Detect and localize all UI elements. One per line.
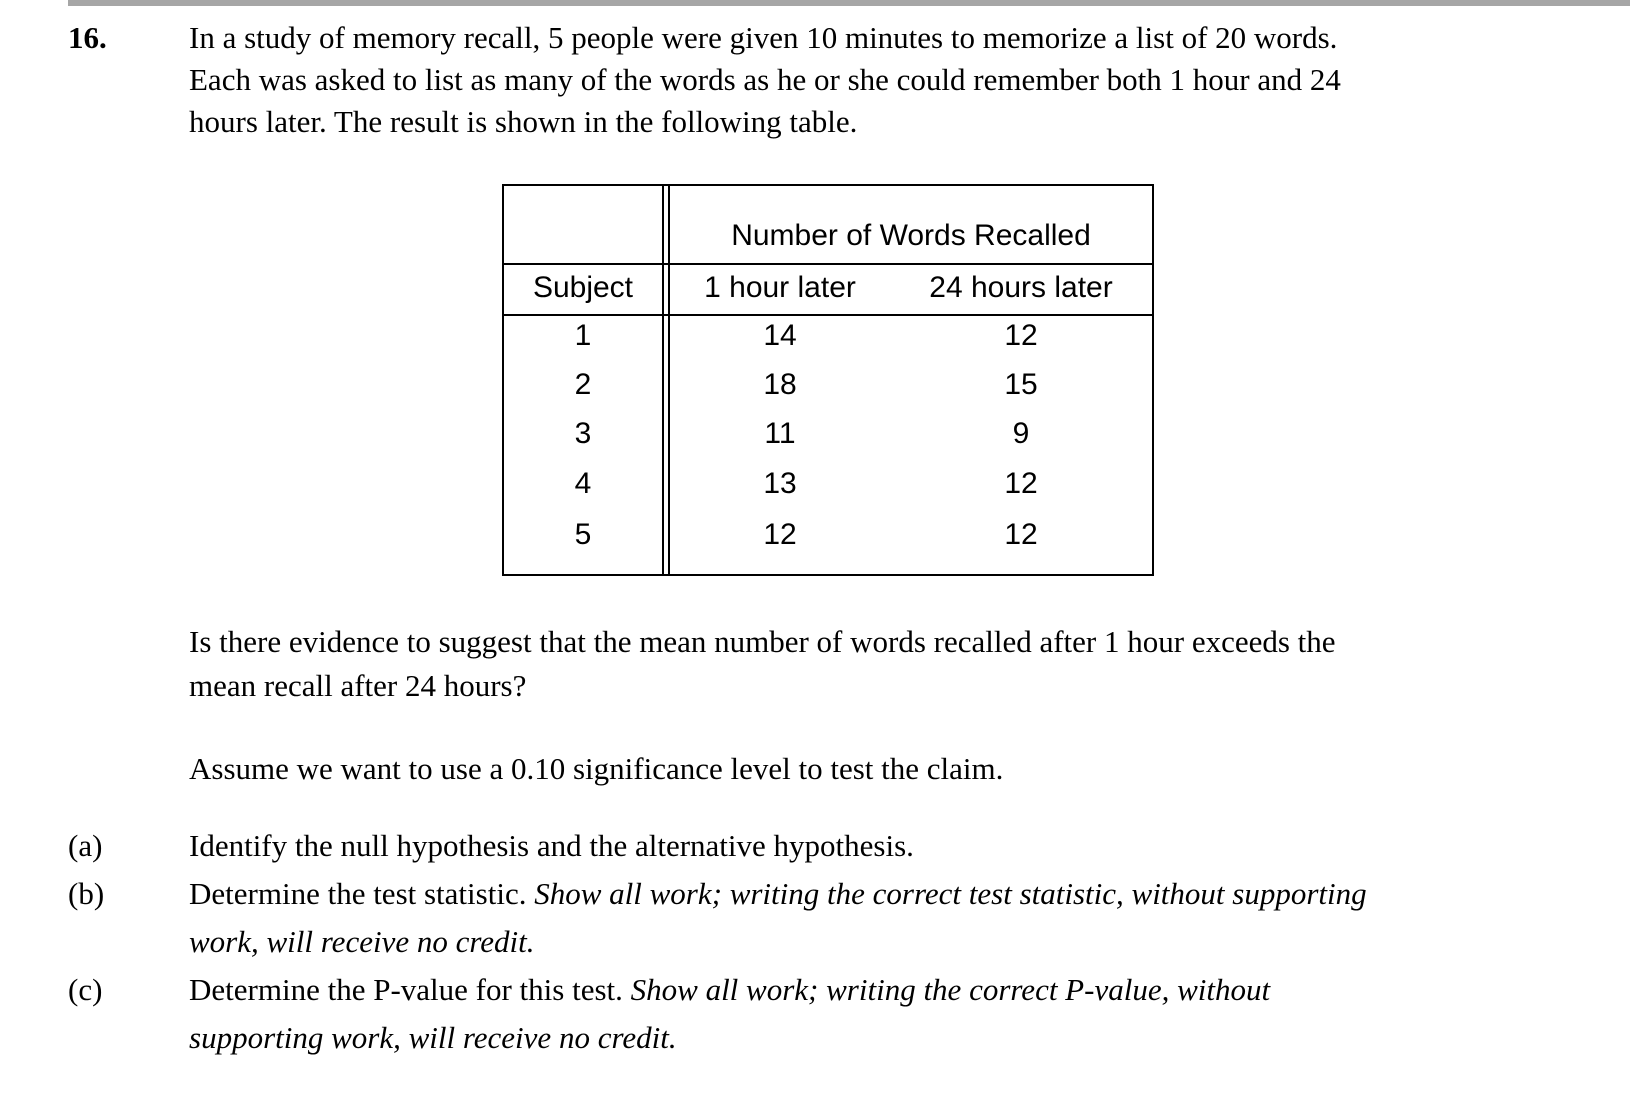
column-header-24-hours: 24 hours later (929, 271, 1113, 304)
table-cell: 18 (763, 368, 797, 401)
part-c-note-continued: supporting work, will receive no credit. (189, 1020, 677, 1055)
intro-line: hours later. The result is shown in the following table. (189, 104, 858, 139)
part-c-label: (c) (68, 972, 103, 1007)
part-b-instruction: Determine the test statistic. (189, 876, 535, 911)
table-cell: 11 (764, 417, 796, 450)
part-a-instruction: Identify the null hypothesis and the alternative hypothesis. (189, 828, 914, 863)
table-cell: 3 (574, 417, 592, 450)
intro-line: Each was asked to list as many of the words as he or she could remember both 1 hour and 24 (189, 62, 1341, 97)
table-cell: 12 (763, 518, 797, 551)
table-cell: 5 (574, 518, 592, 551)
question-intro (189, 17, 1609, 143)
part-c-note: Show all work; writing the correct P-value, without (630, 972, 1271, 1007)
part-c-text (189, 966, 1609, 1062)
table-cell: 12 (1004, 467, 1038, 500)
part-b-text (189, 870, 1609, 966)
table-cell: 9 (1012, 417, 1030, 450)
column-header-subject: Subject (532, 271, 634, 304)
top-divider (68, 0, 1630, 6)
question-prompt (189, 620, 1336, 708)
prompt-line: mean recall after 24 hours? (189, 668, 527, 703)
table-group-header: Number of Words Recalled (731, 219, 1091, 252)
question-number: 16. (68, 20, 107, 55)
table-cell: 2 (574, 368, 592, 401)
table-cell: 13 (763, 467, 797, 500)
table-cell: 12 (1004, 319, 1038, 352)
intro-line: In a study of memory recall, 5 people were given 10 minutes to memorize a list of 20 words. (189, 20, 1338, 55)
column-header-1-hour: 1 hour later (704, 271, 856, 304)
table-cell: 1 (574, 319, 592, 352)
table-divider (504, 263, 1152, 265)
table-cell: 14 (763, 319, 797, 352)
prompt-line: Is there evidence to suggest that the mean number of words recalled after 1 hour exceeds the (189, 624, 1336, 659)
part-b-note-continued: work, will receive no credit. (189, 924, 535, 959)
assumption-text: Assume we want to use a 0.10 significance level to test the claim. (189, 751, 1004, 786)
table-cell: 12 (1004, 518, 1038, 551)
table-cell: 4 (574, 467, 592, 500)
part-c-instruction: Determine the P-value for this test. (189, 972, 631, 1007)
part-a-text (189, 822, 1609, 870)
recall-table (502, 184, 1154, 576)
table-divider (662, 186, 664, 574)
part-a-label: (a) (68, 828, 103, 863)
part-b-note: Show all work; writing the correct test statistic, without supporting (534, 876, 1367, 911)
table-cell: 15 (1004, 368, 1038, 401)
part-b-label: (b) (68, 876, 105, 911)
